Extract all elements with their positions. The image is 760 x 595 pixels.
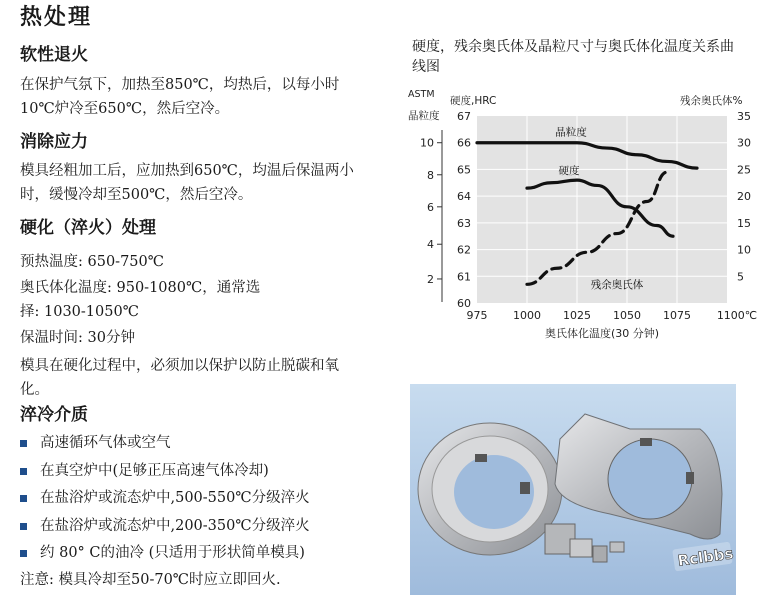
hrc-tick-label: 61	[457, 270, 471, 284]
chart	[400, 82, 760, 352]
list-item: 在真空炉中(足够正压高速气体冷却)	[20, 458, 380, 486]
series-label: 硬度	[558, 165, 580, 178]
list-item: 在盐浴炉或流态炉中,500-550℃分级淬火	[20, 485, 380, 513]
bullet-icon	[20, 495, 27, 502]
chart-axes	[437, 130, 442, 302]
quench-heading: 淬冷介质	[20, 405, 88, 425]
chart-title: 硬度，残余奥氏体及晶粒尺寸与奥氏体化温度关系曲线图	[412, 39, 734, 75]
ra-tick-label: 25	[737, 163, 751, 177]
austenitize-text-2: 择: 1030-1050℃	[20, 304, 139, 320]
bullet-icon	[20, 440, 27, 447]
astm-axis-label-top: ASTM	[408, 89, 435, 100]
list-item: 高速循环气体或空气	[20, 430, 380, 458]
ra-tick-label: 35	[737, 110, 751, 123]
stress-relief-text: 模具经粗加工后，应加热到650℃，均温后保温两小时，缓慢冷却至500℃，然后空冷。	[20, 163, 354, 203]
hrc-tick-label: 66	[457, 136, 471, 150]
hardening-heading: 硬化（淬火）处理	[20, 218, 156, 238]
bullet-icon	[20, 523, 27, 530]
stress-relief-heading: 消除应力	[20, 132, 88, 152]
ra-axis-label: 残余奥氏体%	[680, 95, 743, 107]
annealing-heading: 软性退火	[20, 45, 88, 65]
hrc-axis-label: 硬度,HRC	[450, 95, 497, 107]
hold-time-text: 保温时间: 30分钟	[20, 330, 135, 346]
ra-tick-label: 10	[737, 243, 751, 257]
annealing-text: 在保护气氛下，加热至850℃，均热后，以每小时10℃炉冷至650℃，然后空冷。	[20, 77, 340, 117]
hrc-tick-label: 60	[457, 297, 471, 310]
mold-parts-photo	[410, 384, 736, 595]
page-title: 热处理	[20, 5, 93, 30]
hrc-tick-label: 64	[457, 190, 471, 204]
astm-tick-label: 4	[427, 238, 434, 252]
x-tick-label: 975	[466, 309, 488, 322]
list-item: 在盐浴炉或流态炉中,200-350℃分级淬火	[20, 513, 380, 541]
list-item: 约 80° C的油冷 (只适用于形状简单模具)	[20, 540, 380, 568]
quench-list	[20, 430, 380, 568]
x-tick-label: 1025	[563, 309, 591, 322]
series-label: 残余奥氏体	[590, 278, 644, 291]
x-tick-label: 1000	[513, 309, 541, 322]
svg-text:Rclbbs: Rclbbs	[676, 544, 735, 570]
hrc-tick-label: 62	[457, 243, 471, 257]
astm-tick-label: 2	[427, 272, 434, 286]
cooling-note: 注意: 模具冷却至50-70℃时应立即回火.	[20, 572, 281, 588]
hrc-tick-label: 63	[457, 216, 471, 230]
astm-tick-label: 8	[427, 168, 434, 182]
protection-note: 模具在硬化过程中，必须加以保护以防止脱碳和氧化。	[20, 358, 339, 398]
x-tick-label: 1100℃	[716, 309, 758, 322]
ra-tick-label: 20	[737, 190, 751, 204]
series-label: 晶粒度	[555, 126, 587, 139]
x-tick-label: 1050	[613, 309, 641, 322]
astm-tick-label: 10	[420, 136, 434, 150]
astm-tick-label: 6	[427, 200, 434, 214]
bullet-icon	[20, 468, 27, 475]
x-axis-label: 奥氏体化温度(30 分钟)	[544, 327, 660, 340]
ra-tick-label: 5	[737, 270, 744, 284]
x-tick-label: 1075	[663, 309, 691, 322]
ra-tick-label: 15	[737, 216, 751, 230]
hrc-tick-label: 67	[457, 110, 471, 123]
preheat-text: 预热温度: 650-750℃	[20, 254, 164, 270]
austenitize-text-1: 奥氏体化温度: 950-1080℃，通常选	[20, 280, 261, 296]
bullet-icon	[20, 550, 27, 557]
ra-tick-label: 30	[737, 136, 751, 150]
astm-axis-label: 晶粒度	[408, 110, 440, 122]
hrc-tick-label: 65	[457, 163, 471, 177]
